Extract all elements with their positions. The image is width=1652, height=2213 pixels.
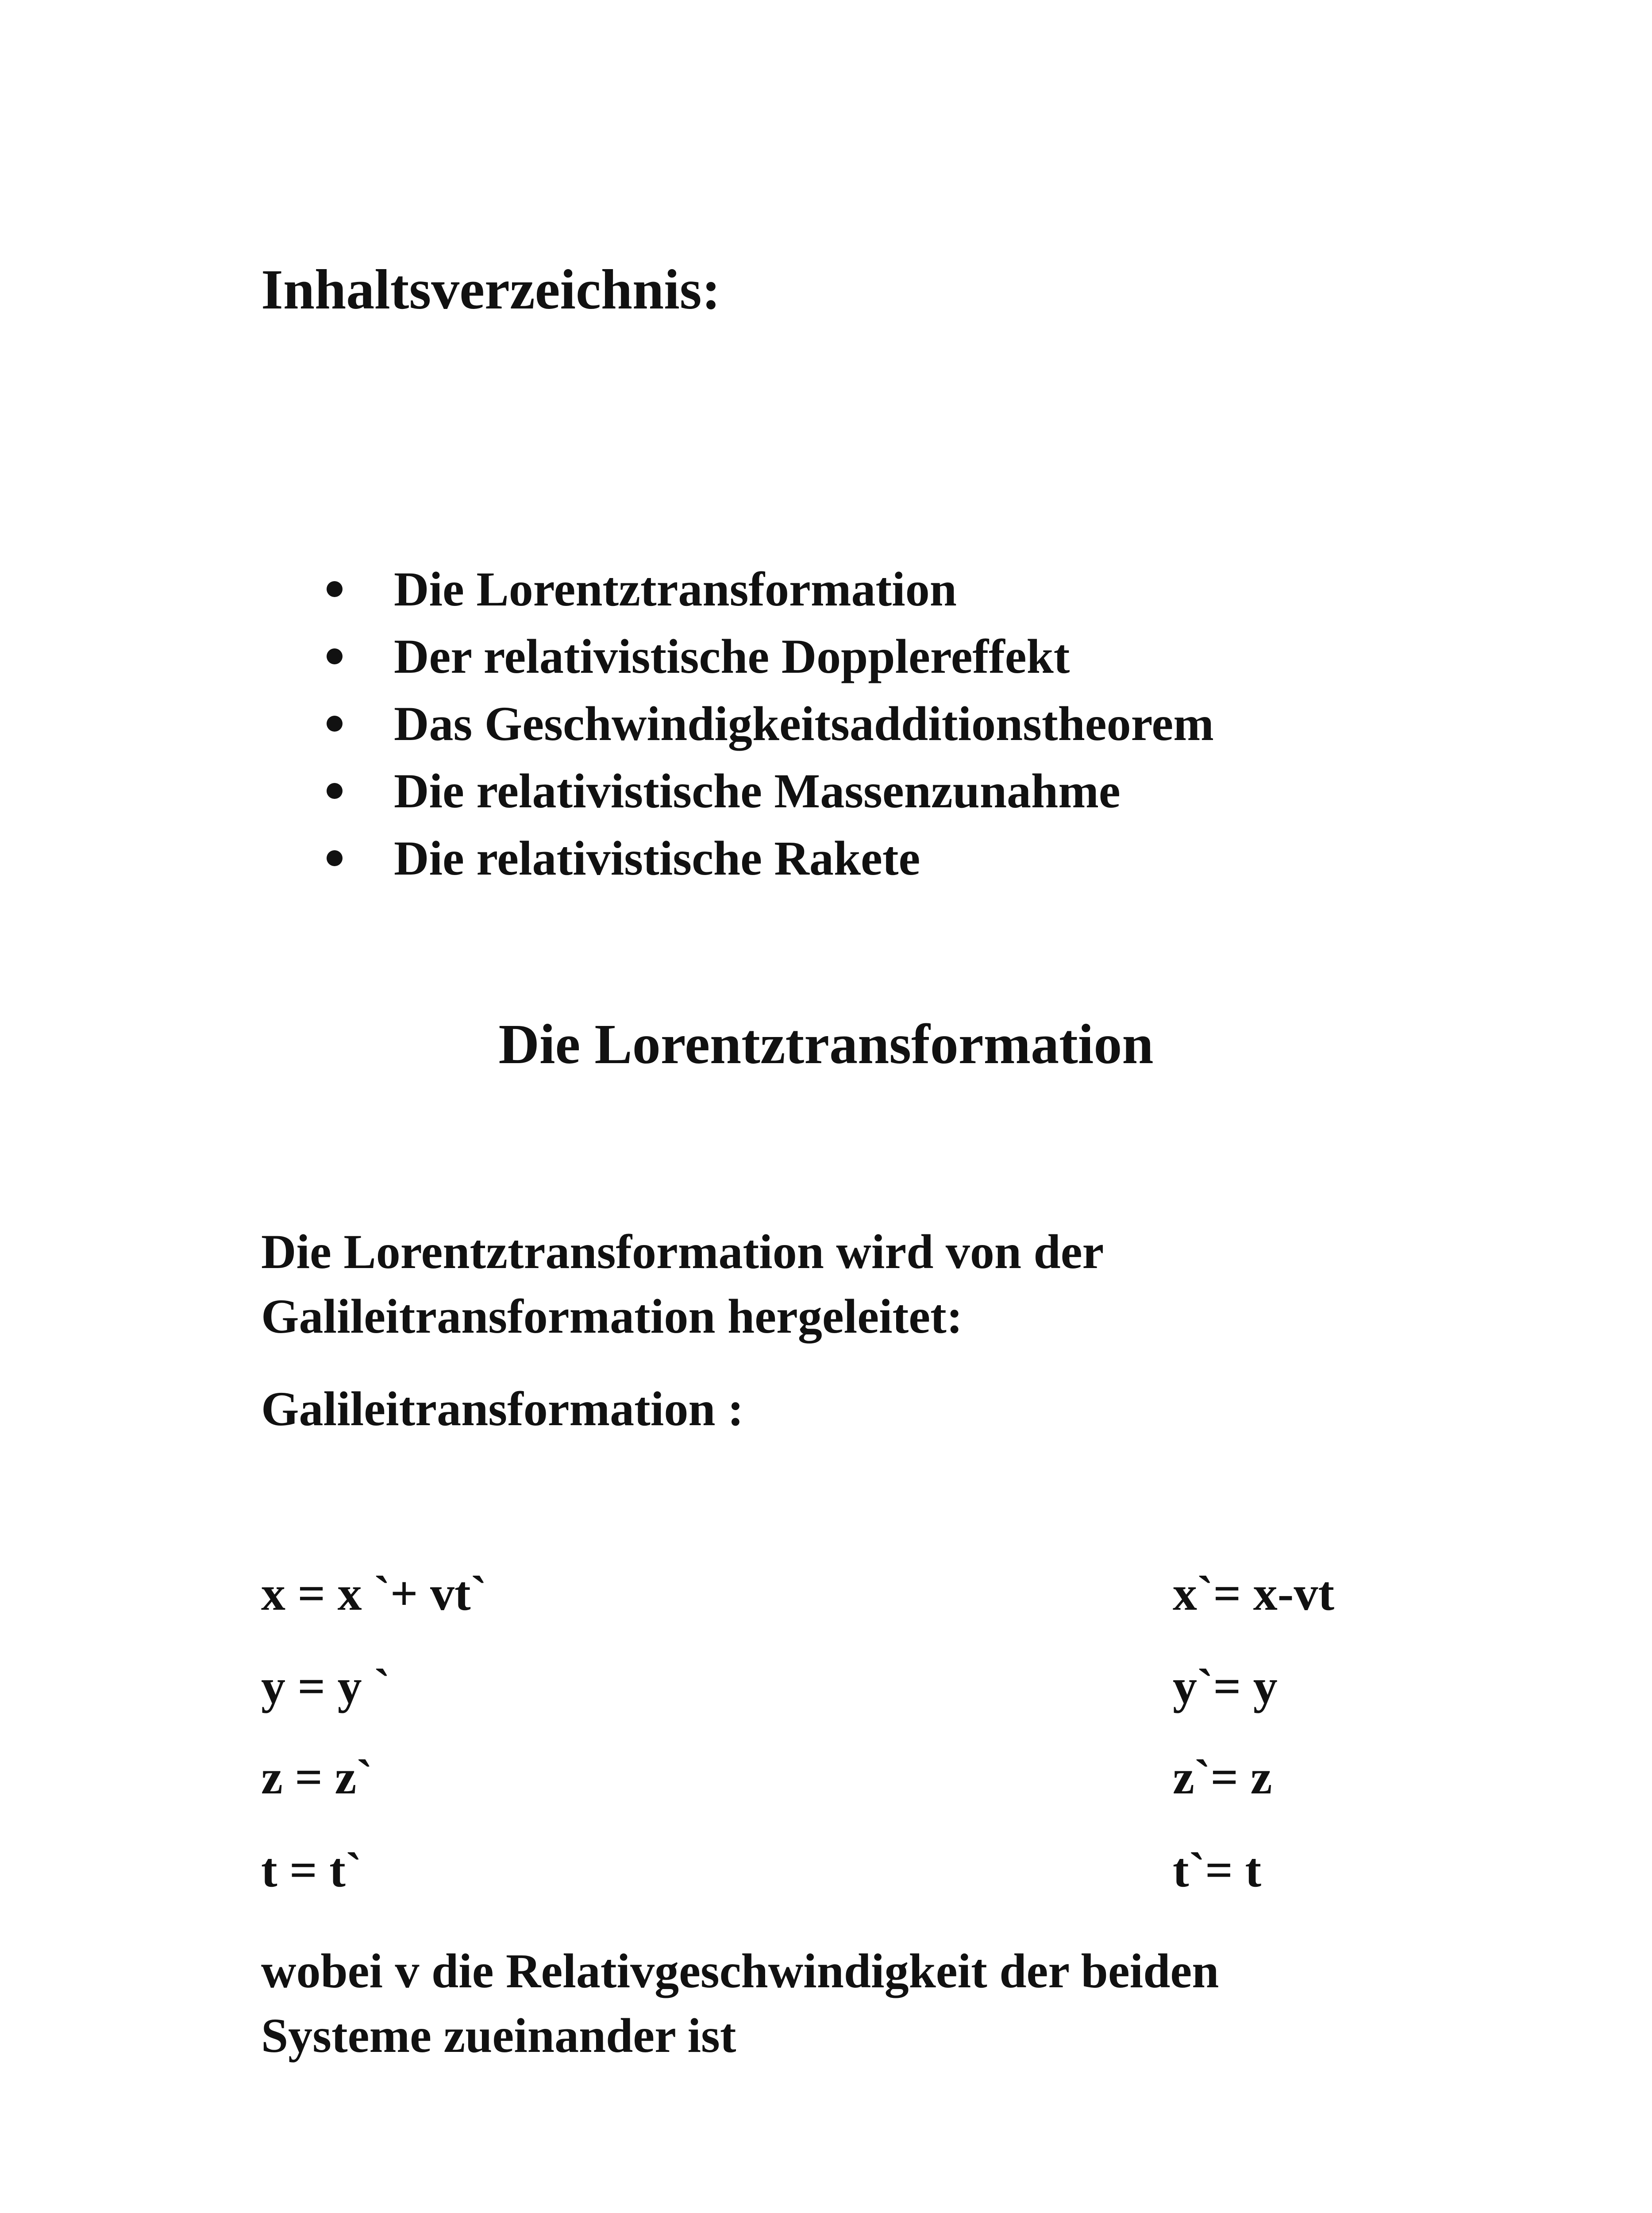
equation-right: y`= y — [1173, 1659, 1278, 1713]
toc-item-label: Der relativistische Dopplereffekt — [394, 629, 1070, 683]
toc-item-label: Die Lorentztransformation — [394, 562, 957, 616]
outro-paragraph — [261, 1939, 1219, 2068]
bullet-icon — [327, 850, 343, 866]
intro-line: Galileitransformation hergeleitet: — [261, 1289, 963, 1343]
intro-paragraph — [261, 1219, 1104, 1349]
toc-item-label: Das Geschwindigkeitsadditionstheorem — [394, 697, 1214, 751]
equation-left: x = x `+ vt` — [261, 1566, 487, 1620]
intro-line: Die Lorentztransformation wird von der — [261, 1225, 1104, 1279]
equation-left: t = t` — [261, 1843, 362, 1897]
toc-title: Inhaltsverzeichnis: — [261, 258, 721, 321]
bullet-icon — [327, 648, 343, 664]
toc-item-label: Die relativistische Massenzunahme — [394, 764, 1121, 818]
equation-right: x`= x-vt — [1173, 1566, 1335, 1620]
equation-left: y = y ` — [261, 1659, 390, 1713]
toc-item-label: Die relativistische Rakete — [394, 831, 920, 885]
outro-line: Systeme zueinander ist — [261, 2009, 736, 2063]
bullet-icon — [327, 783, 343, 799]
equation-right: t`= t — [1173, 1843, 1262, 1897]
equation-right: z`= z — [1173, 1750, 1272, 1804]
bullet-icon — [327, 716, 343, 732]
outro-line: wobei v die Relativgeschwindigkeit der beiden — [261, 1944, 1219, 1998]
bullet-icon — [327, 581, 343, 597]
galilei-label: Galileitransformation : — [261, 1382, 744, 1436]
section-title: Die Lorentztransformation — [498, 1013, 1154, 1076]
equation-left: z = z` — [261, 1750, 373, 1804]
